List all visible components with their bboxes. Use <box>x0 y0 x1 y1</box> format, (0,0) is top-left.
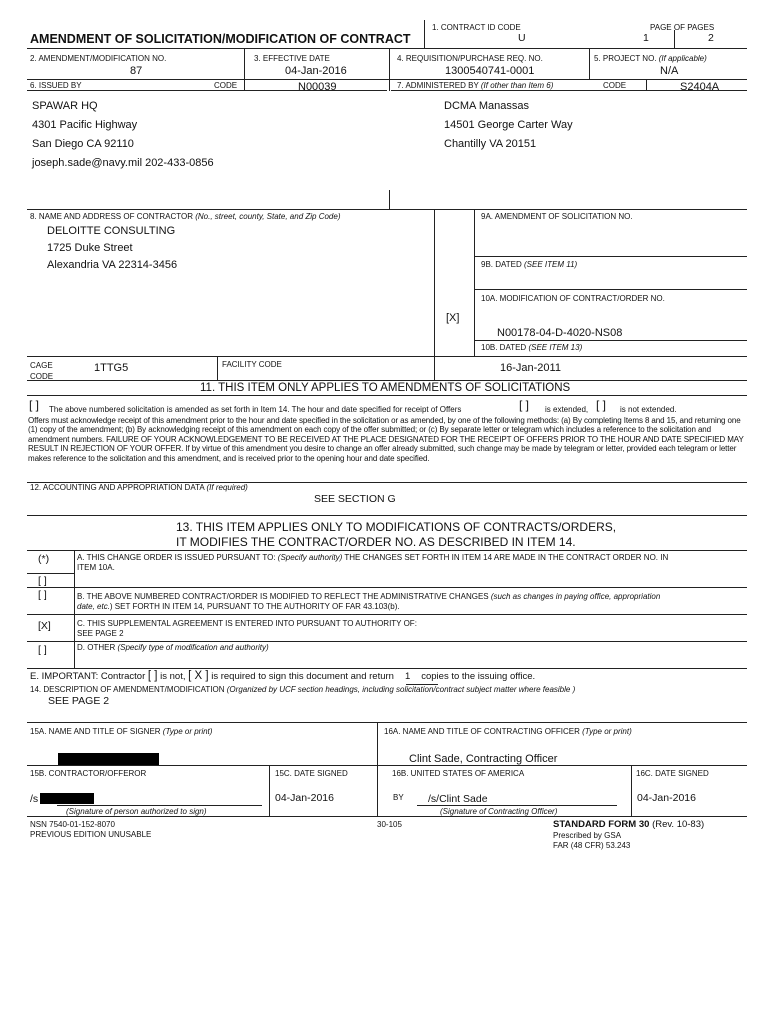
footer-far: FAR (48 CFR) 53.243 <box>553 841 631 850</box>
issued-by-line: SPAWAR HQ <box>32 100 98 112</box>
item12-label: 12. ACCOUNTING AND APPROPRIATION DATA (If required) <box>30 483 248 492</box>
issued-by-email: joseph.sade@navy.mil 202-433-0856 <box>32 157 214 169</box>
item13-mark-b: [ ] <box>38 589 47 601</box>
facility-code-label: FACILITY CODE <box>222 360 282 369</box>
rule <box>474 209 475 356</box>
rule <box>674 30 675 48</box>
rule <box>27 668 747 669</box>
rule <box>646 79 647 91</box>
rule <box>389 48 390 91</box>
item13-c-text: C. THIS SUPPLEMENTAL AGREEMENT IS ENTERED INTO PURSUANT TO AUTHORITY OF: <box>77 619 417 628</box>
contract-id-value: U <box>518 32 526 44</box>
rule <box>27 722 747 723</box>
amendment-no-value: 87 <box>130 65 143 77</box>
rule <box>27 587 747 588</box>
item15b-label: 15B. CONTRACTOR/OFFEROR <box>30 769 147 778</box>
issued-by-line: 4301 Pacific Highway <box>32 119 138 131</box>
rule <box>217 356 218 380</box>
cage-label: CAGE <box>30 361 53 370</box>
footer-prev: PREVIOUS EDITION UNUSABLE <box>30 830 152 839</box>
contractor-label: 8. NAME AND ADDRESS OF CONTRACTOR (No., street, county, State, and Zip Code) <box>30 212 341 221</box>
cage-code: 1TTG5 <box>94 362 129 374</box>
signature-rule <box>57 805 262 806</box>
item11-instructions: Offers must acknowledge receipt of this amendment prior to the hour and date specified in the solicitation or as amended, by one of the following methods: (a) By completing Items 8 and 15, and returning one (1) copy of the amendment; (b) By acknowledging receipt of this amendment on each copy of the offer submitted; or (c) By separate letter or telegram which includes a reference to the solicitation and amendment numbers. FAILURE OF YOUR ACKNOWLEDGEMENT TO BE RECEIVED AT THE PLACE DESIGNATED FOR THE RECEIPT OF OFFERS PRIOR TO THE HOUR AND DATE SPECIFIED MAY RESULT IN REJECTION OF YOUR OFFER. If by virtue of this amendment you desire to change an offer already submitted, such change may be made by telegram or letter, provided each telegram or letter makes reference to the solicitation and this amendment, and is received prior to the opening hour and date specified. <box>28 416 744 463</box>
rule <box>244 48 245 79</box>
amendment-no-label: 2. AMENDMENT/MODIFICATION NO. <box>30 54 167 63</box>
rule <box>474 289 747 290</box>
item10b-label: 10B. DATED (SEE ITEM 13) <box>481 343 583 352</box>
project-no-label: 5. PROJECT NO. (If applicable) <box>594 54 707 63</box>
project-no-value: N/A <box>660 65 679 77</box>
item15c-label: 15C. DATE SIGNED <box>275 769 348 778</box>
item16c-label: 16C. DATE SIGNED <box>636 769 709 778</box>
rule <box>27 209 747 210</box>
item10a-value: N00178-04-D-4020-NS08 <box>497 327 623 339</box>
rule <box>27 550 747 551</box>
item16b-caption: (Signature of Contracting Officer) <box>440 807 558 816</box>
rule <box>27 79 747 80</box>
rule <box>74 550 75 668</box>
contractor-line: Alexandria VA 22314-3456 <box>47 259 178 271</box>
issued-by-label: 6. ISSUED BY <box>30 81 82 90</box>
rule <box>269 765 270 816</box>
item16b-signature: /s/Clint Sade <box>428 793 488 805</box>
rule <box>27 515 747 516</box>
footer-code: 30-105 <box>377 820 402 829</box>
item11-checkbox: [ ] <box>29 398 40 412</box>
item11-text: The above numbered solicitation is amended as set forth in Item 14. The hour and date specified for receipt of Offers <box>49 405 462 414</box>
pages-label: PAGE OF PAGES <box>650 23 715 32</box>
administered-by-line: 14501 George Carter Way <box>444 119 573 131</box>
item13-b-text: date, etc.) SET FORTH IN ITEM 14, PURSUANT TO THE AUTHORITY OF FAR 43.103(b). <box>77 602 400 611</box>
rule <box>27 641 747 642</box>
item-e-text: E. IMPORTANT: Contractor [ ] is not, [ X ] is required to sign this document and return 1 copies to the issuing office. <box>30 670 536 682</box>
item13-a-text: A. THIS CHANGE ORDER IS ISSUED PURSUANT TO: (Specify authority) THE CHANGES SET FORTH IN ITEM 14 ARE MADE IN THE CONTRACT ORDER NO. IN <box>77 553 669 562</box>
item15c-value: 04-Jan-2016 <box>275 792 334 804</box>
item13-title: 13. THIS ITEM APPLIES ONLY TO MODIFICATIONS OF CONTRACTS/ORDERS, <box>176 520 617 534</box>
administered-by-line: Chantilly VA 20151 <box>444 138 537 150</box>
item16b-by: BY <box>393 793 404 802</box>
item15b-caption: (Signature of person authorized to sign) <box>66 807 207 816</box>
item13-mark: [ ] <box>38 575 47 587</box>
administered-by-code-label: CODE <box>603 81 627 90</box>
item11-text: is extended, <box>545 405 589 414</box>
item16a-value: Clint Sade, Contracting Officer <box>409 753 558 765</box>
rule <box>244 79 245 91</box>
item11-checkbox: [ ] <box>596 398 607 412</box>
contractor-line: DELOITTE CONSULTING <box>47 225 176 237</box>
requisition-label: 4. REQUISITION/PURCHASE REQ. NO. <box>397 54 543 63</box>
item11-text: is not extended. <box>620 405 677 414</box>
rule <box>27 48 747 49</box>
item10a-label: 10A. MODIFICATION OF CONTRACT/ORDER NO. <box>481 294 665 303</box>
redaction-bar <box>58 753 159 765</box>
item12-value: SEE SECTION G <box>314 493 396 505</box>
item13-mark-a: (*) <box>38 553 50 565</box>
item9a-label: 9A. AMENDMENT OF SOLICITATION NO. <box>481 212 633 221</box>
rule <box>27 395 747 396</box>
administered-by-line: DCMA Manassas <box>444 100 529 112</box>
rule <box>474 340 747 341</box>
footer-form-name: STANDARD FORM 30 (Rev. 10-83) <box>553 819 705 830</box>
item13-d-text: D. OTHER (Specify type of modification and authority) <box>77 643 269 652</box>
rule <box>27 573 74 574</box>
rule <box>389 190 390 209</box>
contractor-line: 1725 Duke Street <box>47 242 133 254</box>
item13-a-text: ITEM 10A. <box>77 563 115 572</box>
item14-value: SEE PAGE 2 <box>48 695 110 707</box>
rule <box>377 722 378 816</box>
rule <box>27 356 747 357</box>
rule <box>474 256 747 257</box>
item13-mark-d: [ ] <box>38 644 47 656</box>
form-title: AMENDMENT OF SOLICITATION/MODIFICATION OF CONTRACT <box>30 32 411 46</box>
rule <box>27 380 747 381</box>
rule <box>27 765 747 766</box>
requisition-value: 1300540741-0001 <box>445 65 535 77</box>
contract-id-label: 1. CONTRACT ID CODE <box>432 23 521 32</box>
footer-prescribed: Prescribed by GSA <box>553 831 622 840</box>
item16b-label: 16B. UNITED STATES OF AMERICA <box>392 769 525 778</box>
administered-by-code: S2404A <box>680 81 720 93</box>
item11-checkbox: [ ] <box>519 398 530 412</box>
issued-by-code-label: CODE <box>214 81 238 90</box>
footer-nsn: NSN 7540-01-152-8070 <box>30 820 115 829</box>
item13-c-text: SEE PAGE 2 <box>77 629 124 638</box>
item9b-label: 9B. DATED (SEE ITEM 11) <box>481 260 578 269</box>
rule <box>424 20 425 48</box>
item15a-label: 15A. NAME AND TITLE OF SIGNER (Type or print) <box>30 727 213 736</box>
item15b-signature: /s <box>30 793 39 805</box>
effective-date-value: 04-Jan-2016 <box>285 65 347 77</box>
item10a-mark: [X] <box>446 312 460 324</box>
page-total: 2 <box>708 32 714 44</box>
issued-by-line: San Diego CA 92110 <box>32 138 134 150</box>
rule <box>589 48 590 79</box>
item16c-value: 04-Jan-2016 <box>637 792 696 804</box>
item13-b-text: B. THE ABOVE NUMBERED CONTRACT/ORDER IS MODIFIED TO REFLECT THE ADMINISTRATIVE CHANGES (such as changes in paying office, appropriation <box>77 592 661 601</box>
cage-label: CODE <box>30 372 54 381</box>
rule <box>27 614 747 615</box>
item16a-label: 16A. NAME AND TITLE OF CONTRACTING OFFICER (Type or print) <box>384 727 632 736</box>
administered-by-label: 7. ADMINISTERED BY (If other than Item 6) <box>397 81 554 90</box>
item13-mark-c: [X] <box>38 620 51 632</box>
redaction-bar <box>40 793 94 804</box>
item13-title: IT MODIFIES THE CONTRACT/ORDER NO. AS DESCRIBED IN ITEM 14. <box>176 535 576 549</box>
page-number: 1 <box>643 32 649 44</box>
signature-rule <box>417 805 617 806</box>
item10b-value: 16-Jan-2011 <box>500 362 561 374</box>
item11-title: 11. THIS ITEM ONLY APPLIES TO AMENDMENTS OF SOLICITATIONS <box>200 382 571 394</box>
issued-by-code: N00039 <box>298 81 337 93</box>
effective-date-label: 3. EFFECTIVE DATE <box>254 54 330 63</box>
item14-label: 14. DESCRIPTION OF AMENDMENT/MODIFICATION (Organized by UCF section headings, including solicitation/contract subject matter where feasible ) <box>30 685 576 694</box>
rule <box>27 816 747 817</box>
rule <box>631 765 632 816</box>
rule <box>434 209 435 380</box>
